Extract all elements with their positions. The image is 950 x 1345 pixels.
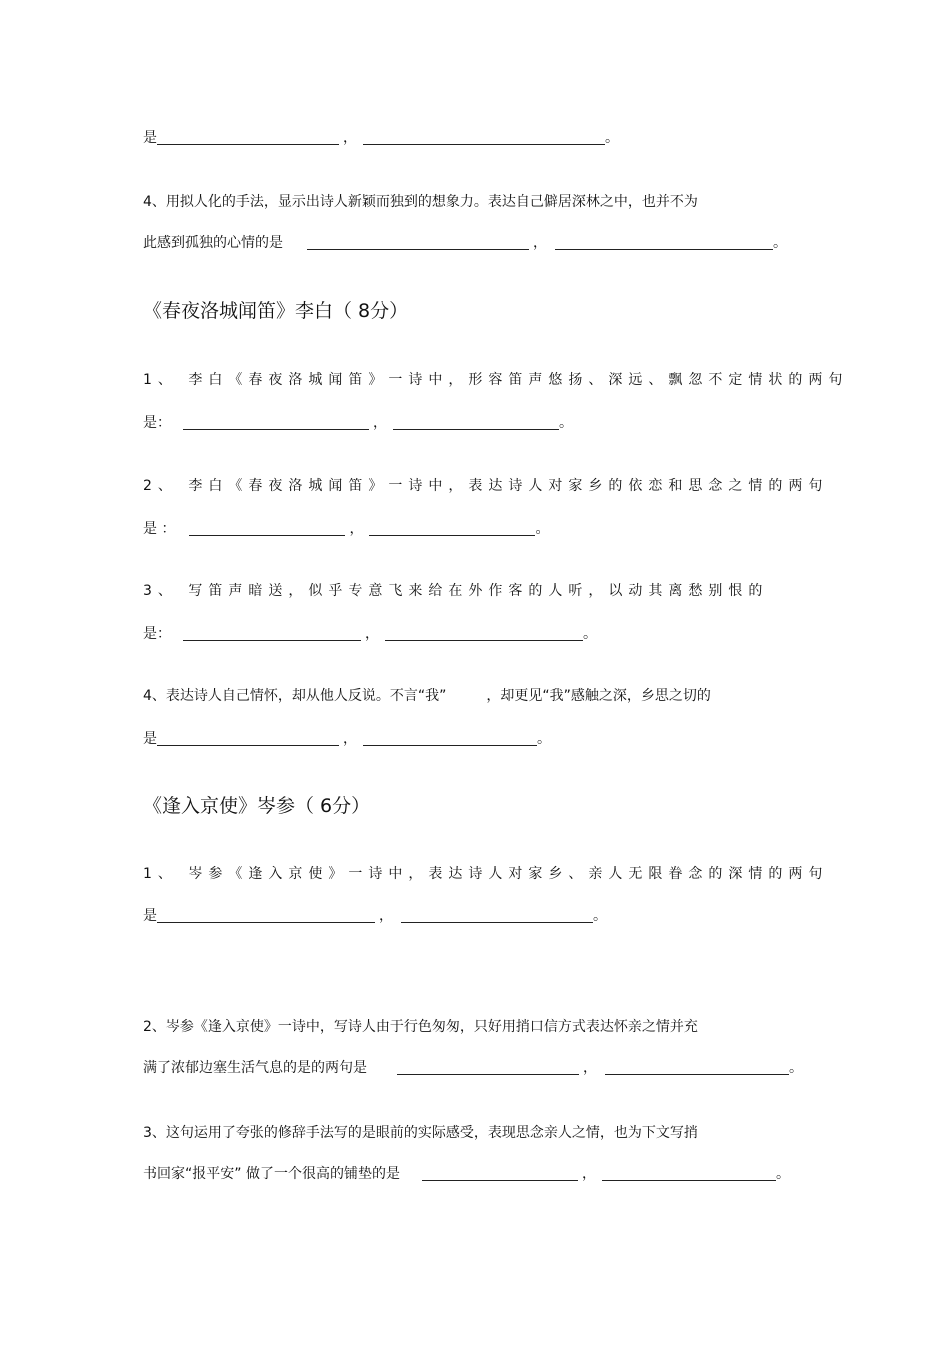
answer-blank[interactable]: [602, 1166, 776, 1181]
question-text: 2、 李白《春夜洛城闻笛》一诗中，表达诗人对家乡的依恋和思念之情的两句: [143, 478, 829, 494]
question-text: 2、岑参《逢入京使》一诗中，写诗人由于行色匆匆，只好用捎口信方式表达怀亲之情并充: [143, 1019, 698, 1035]
answer-blank[interactable]: [555, 235, 773, 250]
answer-blank[interactable]: [397, 1060, 579, 1075]
s1-q1-answer-line: 是： ， 。: [143, 415, 573, 431]
s1-q4-answer-line: 是 ， 。: [143, 731, 551, 747]
answer-blank[interactable]: [422, 1166, 578, 1181]
answer-blank[interactable]: [183, 626, 361, 641]
answer-blank[interactable]: [183, 415, 369, 430]
answer-blank[interactable]: [157, 908, 375, 923]
answer-blank[interactable]: [189, 521, 345, 536]
question-text: 3、这句运用了夸张的修辞手法写的是眼前的实际感受，表现思念亲人之情，也为下文写捎: [143, 1125, 698, 1141]
answer-blank[interactable]: [363, 130, 605, 145]
section-title: 《春夜洛城闻笛》李白（ 8分）: [143, 300, 409, 322]
s1-q3-answer-line: 是： ， 。: [143, 626, 597, 642]
section-title: 《逢入京使》岑参（ 6分）: [143, 795, 371, 817]
s2-q2-answer-line: 满了浓郁边塞生活气息的是的两句是 ， 。: [143, 1060, 803, 1076]
question-text: 4、表达诗人自己情怀，却从他人反说。不言“我” ，却更见“我”感触之深，乡思之切的: [143, 688, 711, 704]
answer-blank[interactable]: [385, 626, 583, 641]
answer-blank[interactable]: [307, 235, 529, 250]
answer-blank[interactable]: [157, 130, 339, 145]
s2-q3-answer-line: 书回家“报平安” 做了一个很高的铺垫的是 ， 。: [143, 1166, 790, 1182]
answer-blank[interactable]: [605, 1060, 789, 1075]
answer-blank[interactable]: [369, 521, 535, 536]
question-text: 4、用拟人化的手法，显示出诗人新颖而独到的想象力。表达自己僻居深林之中，也并不为: [143, 194, 698, 210]
answer-blank[interactable]: [393, 415, 559, 430]
answer-blank[interactable]: [363, 731, 537, 746]
question-text: 1、 李白《春夜洛城闻笛》一诗中，形容笛声悠扬、深远、飘忽不定情状的两句: [143, 372, 849, 388]
question-text: 1、 岑参《逢入京使》一诗中，表达诗人对家乡、亲人无限眷念的深情的两句: [143, 866, 829, 882]
s1-q2-answer-line: 是 ： ， 。: [143, 521, 550, 537]
s2-q1-answer-line: 是 ， 。: [143, 908, 607, 924]
answer-blank[interactable]: [157, 731, 339, 746]
top-answer-line: 是 ， 。: [143, 130, 619, 146]
answer-blank[interactable]: [401, 908, 593, 923]
top-q4-answer-line: 此感到孤独的心情的是 ， 。: [143, 235, 787, 251]
question-text: 3、 写笛声暗送，似乎专意飞来给在外作客的人听，以动其离愁别恨的: [143, 583, 769, 599]
